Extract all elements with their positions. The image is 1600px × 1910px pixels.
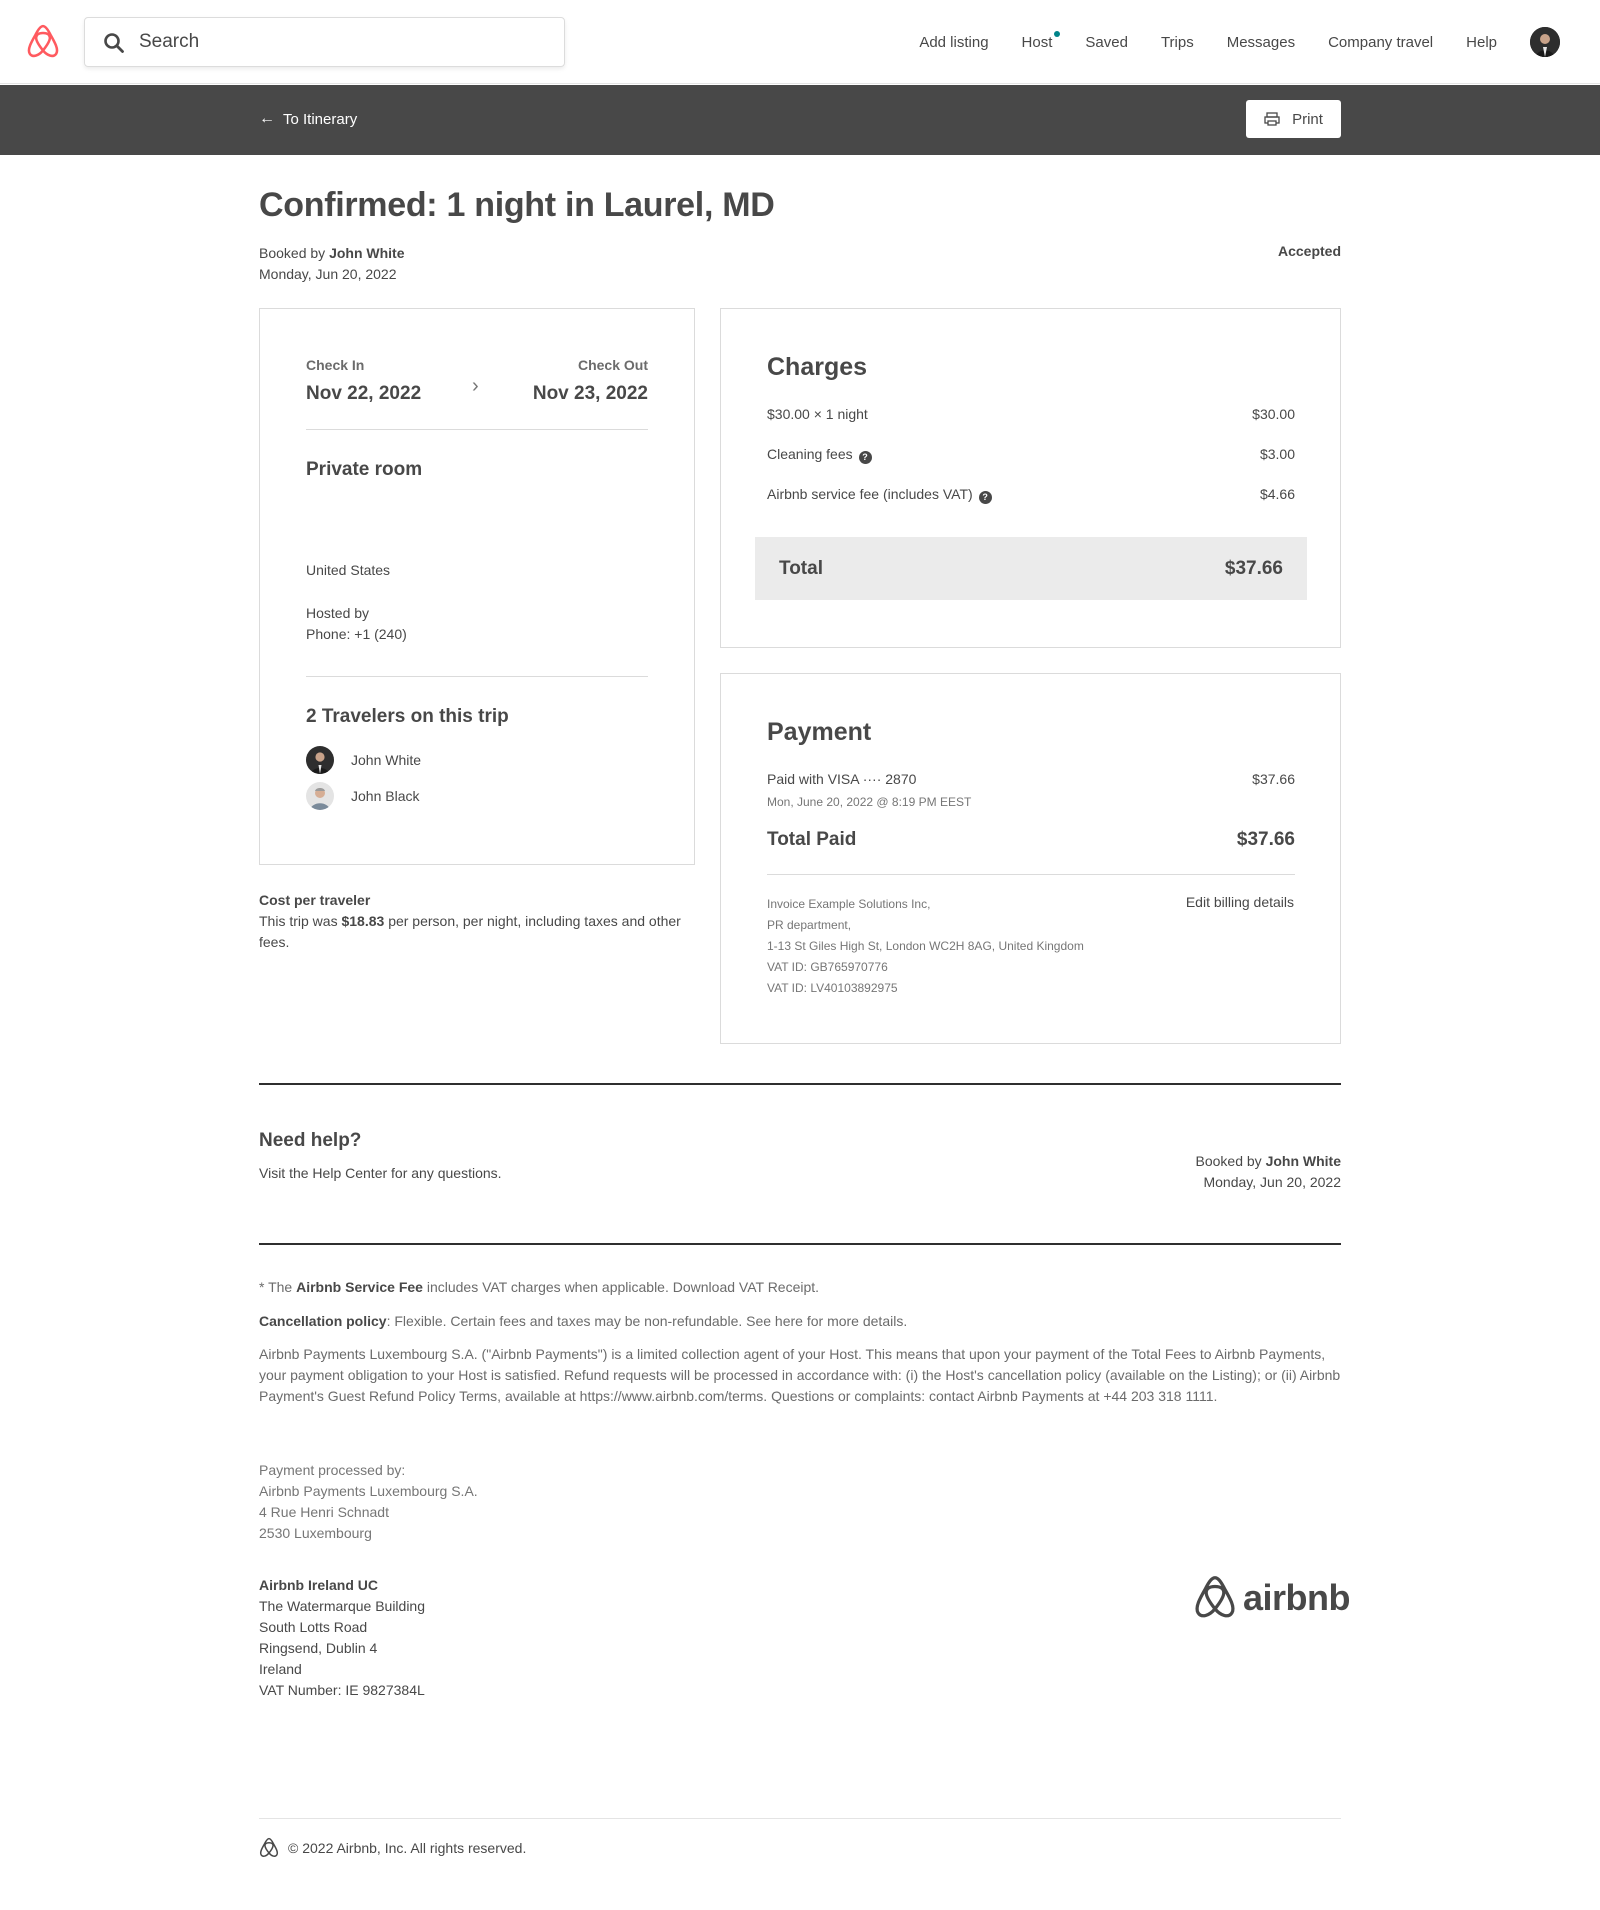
chevron-right-icon: › [472,375,479,397]
traveler-item[interactable] [306,746,421,774]
edit-billing-details-link[interactable]: Edit billing details [1185,894,1294,910]
check-out-label: Check Out [577,357,648,373]
help-title: Need help? [259,1130,362,1151]
print-button[interactable] [1246,100,1341,138]
charge-label: Airbnb service fee (includes VAT) [767,486,973,502]
section-divider [259,1083,1341,1085]
check-in-label: Check In [306,357,365,373]
invoice-line: VAT ID: LV40103892975 [767,981,898,995]
payment-row [767,771,1295,787]
traveler-name: John White [351,752,422,768]
copyright [259,1837,526,1859]
help-booked-prefix: Booked by [1195,1153,1262,1169]
vat-prefix: * The [259,1279,293,1295]
page-title: Confirmed: 1 night in Laurel, MD [259,186,775,224]
paid-amount: $37.66 [1252,771,1295,787]
paid-with: Paid with VISA ···· 2870 [767,771,917,787]
charge-label-wrap [767,486,992,504]
top-navigation [0,0,1600,84]
nav-saved[interactable]: Saved [1085,33,1128,51]
cost-per-traveler [259,890,699,953]
question-circle-icon[interactable]: ? [859,451,872,464]
cancellation-text[interactable]: : Flexible. Certain fees and taxes may be non-refundable. See here for more details. [386,1313,908,1329]
cpt-amount: $18.83 [341,913,385,929]
charge-amount: $4.66 [1259,486,1295,502]
help-booked-line [1100,1151,1341,1172]
charge-row [767,486,1295,504]
address-heading: Airbnb Ireland UC [259,1577,379,1593]
print-label: Print [1292,110,1323,128]
cpt-before: This trip was [259,913,338,929]
total-box [755,537,1307,600]
charge-label: $30.00 × 1 night [767,406,868,422]
invoice-address [767,894,1084,999]
itinerary-subheader [0,85,1600,155]
hosted-by: Hosted by [306,605,370,621]
printer-icon [1264,112,1280,126]
search-bar[interactable] [84,17,565,67]
brand-wordmark: airbnb [1243,1577,1351,1618]
address-line: The Watermarque Building [259,1598,426,1614]
traveler-name: John Black [351,788,420,804]
vat-bold: Airbnb Service Fee [296,1279,423,1295]
payment-processor-address [259,1460,478,1544]
cpt-after: per person, per night, including taxes and other fees. [259,913,681,950]
charge-amount: $30.00 [1252,406,1295,422]
back-to-itinerary-link[interactable] [259,110,357,128]
help-booked-name: John White [1265,1153,1341,1169]
booked-date: Monday, Jun 20, 2022 [259,266,397,282]
address-line: Airbnb Payments Luxembourg S.A. [259,1483,478,1499]
divider [306,676,648,677]
divider [767,874,1295,875]
nav-links [886,0,1600,84]
booked-by-line [259,243,405,264]
total-paid-label: Total Paid [767,829,857,850]
check-in-date: Nov 22, 2022 [306,383,422,404]
room-type: Private room [306,459,423,480]
avatar [306,746,334,774]
status-badge: Accepted [1277,243,1341,259]
avatar-image [1530,27,1560,57]
back-label: To Itinerary [283,110,358,128]
cost-per-traveler-heading: Cost per traveler [259,892,371,908]
invoice-line: Invoice Example Solutions Inc, [767,897,931,911]
invoice-line: 1-13 St Giles High St, London WC2H 8AG, United Kingdom [767,939,1084,953]
invoice-line: VAT ID: GB765970776 [767,960,888,974]
cost-per-traveler-text [259,911,699,953]
booking-info [259,243,405,285]
help-booked-date: Monday, Jun 20, 2022 [1203,1174,1341,1190]
paid-date: Mon, June 20, 2022 @ 8:19 PM EEST [767,795,972,809]
user-avatar[interactable] [1530,27,1560,57]
check-out-date: Nov 23, 2022 [532,383,648,404]
booked-by-name: John White [329,245,405,261]
legal-text: Airbnb Payments Luxembourg S.A. ("Airbnb Payments") is a limited collection agent of your Host. This means that upon your payment of the Total Fees to Airbnb Payments, your payment obligation to your Host is satisfied. Refund requests will be processed in accordance with: (i) the Host's cancellation policy (available on the Listing); or (ii) Airbnb Payment's Guest Refund Policy Terms, available at https://www.airbnb.com/terms. Questions or complaints: contact Airbnb Payments at +44 203 318 1111. [259,1346,1341,1404]
section-divider [259,1243,1341,1245]
help-text[interactable]: Visit the Help Center for any questions. [259,1165,502,1181]
trip-details-card [259,308,695,865]
airbnb-logo-icon [259,1837,279,1859]
airbnb-brand-logo [1193,1575,1350,1621]
charge-row [767,446,1295,464]
search-input[interactable] [139,28,549,56]
nav-company-travel[interactable]: Company travel [1328,33,1434,51]
nav-add-listing[interactable]: Add listing [919,33,989,51]
nav-messages[interactable]: Messages [1226,33,1296,51]
address-line: VAT Number: IE 9827384L [259,1682,425,1698]
cancellation-bold: Cancellation policy [259,1313,387,1329]
address-line: 4 Rue Henri Schnadt [259,1504,389,1520]
nav-trips[interactable]: Trips [1160,33,1194,51]
listing-location: United States [306,562,391,578]
payment-card [720,673,1341,1044]
nav-help[interactable]: Help [1466,33,1497,51]
copyright-text: © 2022 Airbnb, Inc. All rights reserved. [288,1840,527,1856]
airbnb-logo-icon[interactable] [26,24,60,60]
search-icon [103,32,125,54]
charge-row [767,406,1295,422]
total-paid-amount: $37.66 [1236,829,1295,850]
notification-dot [1054,31,1060,37]
vat-suffix[interactable]: includes VAT charges when applicable. Download VAT Receipt. [426,1279,820,1295]
cancellation-policy [259,1311,1341,1332]
charges-card [720,308,1341,648]
travelers-title: 2 Travelers on this trip [306,706,509,727]
address-line: South Lotts Road [259,1619,368,1635]
total-paid-row [767,829,1295,851]
total-amount: $37.66 [1224,557,1283,579]
address-line: 2530 Luxembourg [259,1525,372,1541]
divider [306,429,648,430]
charge-amount: $3.00 [1259,446,1295,462]
nav-host[interactable] [1022,34,1053,51]
charges-title: Charges [767,353,868,381]
help-booked-info [1100,1151,1341,1193]
airbnb-ireland-address [259,1575,425,1701]
vat-note [259,1277,1341,1298]
charge-label: Cleaning fees [767,446,853,462]
host-info [306,603,407,645]
booked-by-prefix: Booked by [259,245,326,261]
charge-label-wrap [767,446,872,464]
address-line: Payment processed by: [259,1462,406,1478]
host-phone: Phone: +1 (240) [306,626,407,642]
payment-title: Payment [767,718,872,746]
address-line: Ireland [259,1661,302,1677]
question-circle-icon[interactable]: ? [979,491,992,504]
arrow-left-icon: ← [259,110,275,127]
nav-host-label: Host [1021,33,1053,51]
traveler-item[interactable] [306,782,419,810]
avatar [306,782,334,810]
total-label: Total [779,557,823,579]
invoice-line: PR department, [767,918,852,932]
address-line: Ringsend, Dublin 4 [259,1640,378,1656]
airbnb-logo-icon [1193,1575,1237,1621]
footer-divider [259,1818,1341,1819]
